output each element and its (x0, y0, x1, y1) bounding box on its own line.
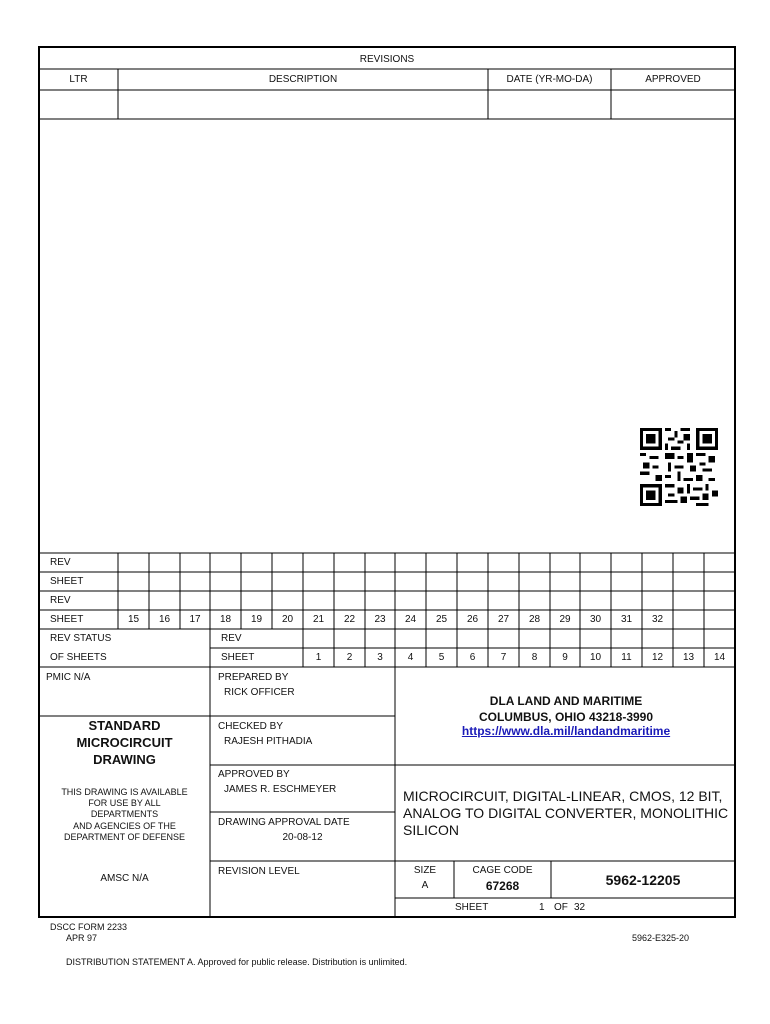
distribution-statement: DISTRIBUTION STATEMENT A. Approved for public release. Distribution is unlimited. (66, 957, 408, 967)
sheet-number-cell: 25 (435, 614, 448, 625)
availability-line: DEPARTMENT OF DEFENSE (63, 832, 186, 842)
sheet-number-cell: 16 (158, 614, 171, 625)
sheet-number-cell: 20 (281, 614, 294, 625)
approved-by-label: APPROVED BY (218, 769, 290, 780)
standard-title-line-1: STANDARD (88, 718, 161, 733)
status-sheet-cell: 7 (500, 652, 507, 663)
of-sheets-label: OF SHEETS (50, 652, 107, 663)
availability-line: DEPARTMENTS (90, 809, 159, 819)
standard-title-line-3: DRAWING (93, 752, 156, 767)
prepared-by-name: RICK OFFICER (224, 687, 295, 698)
cage-code-value: 67268 (485, 879, 520, 893)
approved-by-name: JAMES R. ESCHMEYER (224, 784, 337, 795)
status-sheet-cell: 11 (621, 652, 632, 663)
size-value: A (421, 880, 429, 891)
sheet-number-cell: 24 (404, 614, 417, 625)
sheet-footer-total: 32 (574, 902, 586, 913)
rev-status-label: REV STATUS (50, 633, 112, 644)
sheet-footer-number: 1 (539, 902, 545, 913)
col-ltr: LTR (69, 74, 88, 85)
availability-line: AND AGENCIES OF THE (73, 821, 176, 831)
sheet-number-cell: 32 (651, 614, 664, 625)
sheet-footer-of: OF (554, 902, 568, 913)
drawing-number: 5962-12205 (605, 872, 681, 888)
org-link-wrap (396, 725, 736, 738)
sheet-number-cell: 27 (497, 614, 510, 625)
row-label-sheet-2: SHEET (50, 614, 84, 625)
sheet-number-cell: 26 (466, 614, 479, 625)
org-address: COLUMBUS, OHIO 43218-3990 (478, 710, 654, 724)
col-date: DATE (YR-MO-DA) (506, 74, 593, 85)
col-description: DESCRIPTION (268, 74, 338, 85)
status-sheet-cell: 8 (531, 652, 538, 663)
approval-date-label: DRAWING APPROVAL DATE (218, 817, 350, 828)
form-number: DSCC FORM 2233 (50, 922, 128, 932)
sheet-number-cell: 22 (343, 614, 356, 625)
sheet-label: SHEET (221, 652, 255, 663)
checked-by-name: RAJESH PITHADIA (224, 736, 313, 747)
availability-line: THIS DRAWING IS AVAILABLE (61, 787, 188, 797)
status-sheet-cell: 6 (469, 652, 476, 663)
cage-code-label: CAGE CODE (472, 865, 533, 876)
status-sheet-cell: 12 (651, 652, 664, 663)
sheet-number-cell: 31 (620, 614, 633, 625)
org-name: DLA LAND AND MARITIME (489, 694, 643, 708)
row-label-sheet-1: SHEET (50, 576, 84, 587)
qr-code-icon (640, 428, 718, 506)
prepared-by-label: PREPARED BY (218, 672, 289, 683)
size-label: SIZE (413, 865, 437, 876)
sheet-number-cell: 17 (189, 614, 201, 625)
form-date: APR 97 (66, 933, 98, 943)
status-sheet-cell: 13 (682, 652, 695, 663)
amsc-label: AMSC N/A (100, 873, 149, 884)
sheet-number-cell: 30 (589, 614, 602, 625)
pmic-label: PMIC N/A (46, 672, 91, 683)
status-sheet-cell: 9 (562, 652, 568, 663)
sheet-number-cell: 29 (559, 614, 571, 625)
revisions-title: REVISIONS (359, 54, 415, 65)
sheet-footer-label: SHEET (455, 902, 489, 913)
drawing-title: MICROCIRCUIT, DIGITAL-LINEAR, CMOS, 12 BIT, ANALOG TO DIGITAL CONVERTER, MONOLITHIC SILICON (403, 788, 729, 838)
status-sheet-cell: 4 (407, 652, 414, 663)
availability-line: FOR USE BY ALL (88, 798, 161, 808)
revision-level-label: REVISION LEVEL (218, 866, 300, 877)
document-number: 5962-E325-20 (632, 933, 690, 943)
row-label-rev-2: REV (50, 595, 71, 606)
status-sheet-cell: 1 (315, 652, 322, 663)
approval-date-value: 20-08-12 (282, 832, 323, 843)
sheet-number-cell: 28 (528, 614, 541, 625)
status-sheet-cell: 14 (713, 652, 726, 663)
sheet-number-cell: 18 (219, 614, 232, 625)
sheet-number-cell: 23 (374, 614, 386, 625)
standard-title-line-2: MICROCIRCUIT (76, 735, 173, 750)
row-label-rev-1: REV (50, 557, 71, 568)
rev-label: REV (221, 633, 242, 644)
col-approved: APPROVED (645, 74, 701, 85)
sheet-number-cell: 19 (250, 614, 263, 625)
status-sheet-cell: 5 (438, 652, 445, 663)
status-sheet-cell: 10 (589, 652, 602, 663)
status-sheet-cell: 3 (377, 652, 383, 663)
org-website-link[interactable]: https://www.dla.mil/landandmaritime (461, 724, 671, 738)
sheet-number-cell: 21 (312, 614, 325, 625)
status-sheet-cell: 2 (346, 652, 353, 663)
checked-by-label: CHECKED BY (218, 721, 284, 732)
sheet-number-cell: 15 (127, 614, 140, 625)
